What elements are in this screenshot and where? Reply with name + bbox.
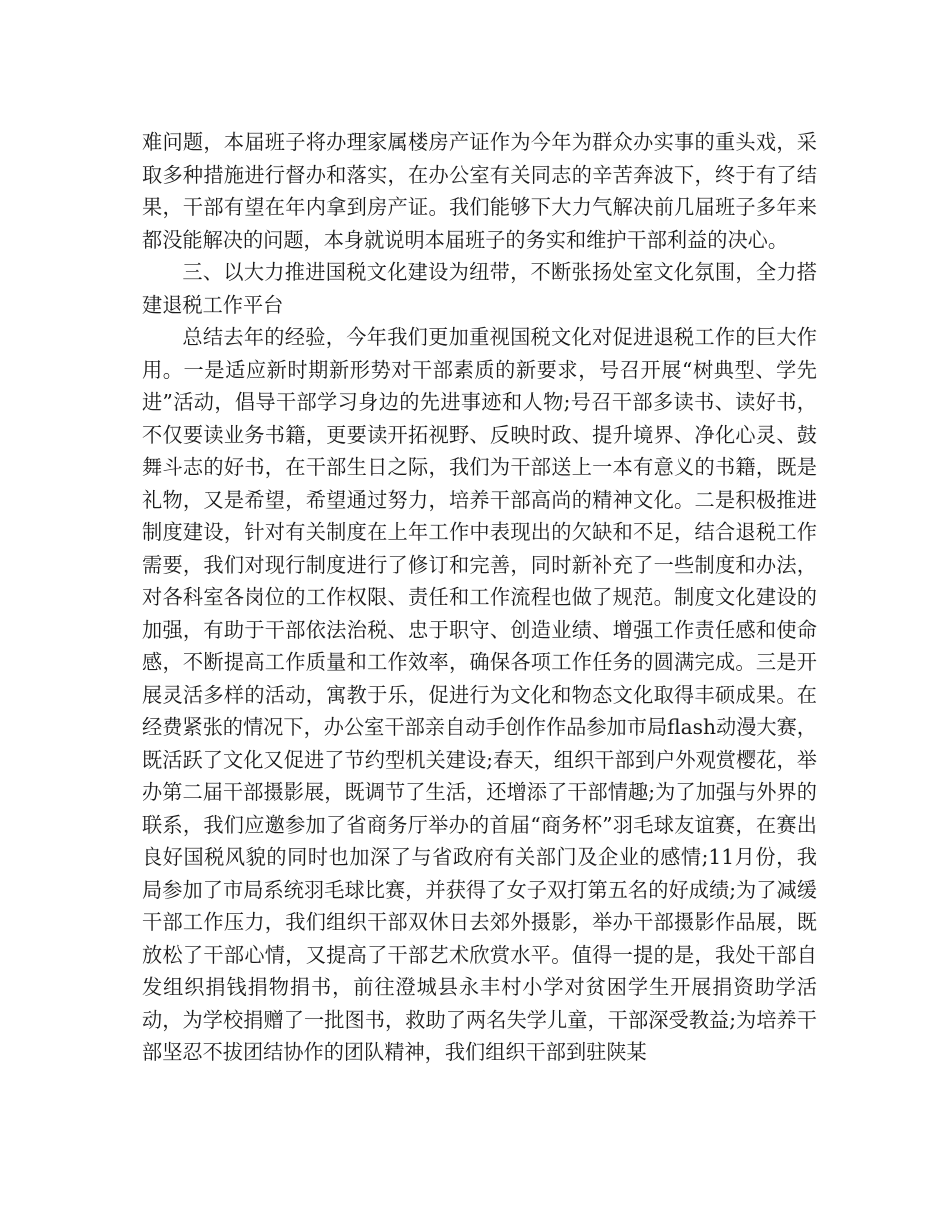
paragraph-continuation: 难问题，本届班子将办理家属楼房产证作为今年为群众办实事的重头戏，采取多种措施进行督办和落实，在办公室有关同志的辛苦奔波下，终于有了结果，干部有望在年内拿到房产证。我们能够下大力气解决前几届班子多年来都没能解决的问题，本身就说明本届班子的务实和维护干部利益的决心。 — [142, 130, 817, 252]
document-page — [142, 126, 817, 1069]
paragraph-body: 总结去年的经验，今年我们更加重视国税文化对促进退税工作的巨大作用。一是适应新时期新形势对干部素质的新要求，号召开展“树典型、学先进”活动，倡导干部学习身边的先进事迹和人物;号召干部多读书、读好书，不仅要读业务书籍，更要读开拓视野、反映时政、提升境界、净化心灵、鼓舞斗志的好书，在干部生日之际，我们为干部送上一本有意义的书籍，既是礼物，又是希望，希望通过努力，培养干部高尚的精神文化。二是积极推进制度建设，针对有关制度在上年工作中表现出的欠缺和不足，结合退税工作需要，我们对现行制度进行了修订和完善，同时新补充了一些制度和办法，对各科室各岗位的工作权限、责任和工作流程也做了规范。制度文化建设的加强，有助于干部依法治税、忠于职守、创造业绩、增强工作责任感和使命感，不断提高工作质量和工作效率，确保各项工作任务的圆满完成。三是开展灵活多样的活动，寓教于乐，促进行为文化和物态文化取得丰硕成果。在经费紧张的情况下，办公室干部亲自动手创作作品参加市局flash动漫大赛，既活跃了文化又促进了节约型机关建设;春天，组织干部到户外观赏樱花，举办第二届干部摄影展，既调节了生活，还增添了干部情趣;为了加强与外界的联系，我们应邀参加了省商务厅举办的首届“商务杯”羽毛球友谊赛，在赛出良好国税风貌的同时也加深了与省政府有关部门及企业的感情;11月份，我局参加了市局系统羽毛球比赛，并获得了女子双打第五名的好成绩;为了减缓干部工作压力，我们组织干部双休日去郊外摄影，举办干部摄影作品展，既放松了干部心情，又提高了干部艺术欣赏水平。值得一提的是，我处干部自发组织捐钱捐物捐书，前往澄城县永丰村小学对贫困学生开展捐资助学活动，为学校捐赠了一批图书，救助了两名失学儿童，干部深受教益;为培养干部坚忍不拔团结协作的团队精神，我们组织干部到驻陕某 — [142, 325, 817, 1064]
section-heading-three: 三、以大力推进国税文化建设为纽带，不断张扬处室文化氛围，全力搭建退税工作平台 — [142, 260, 817, 317]
